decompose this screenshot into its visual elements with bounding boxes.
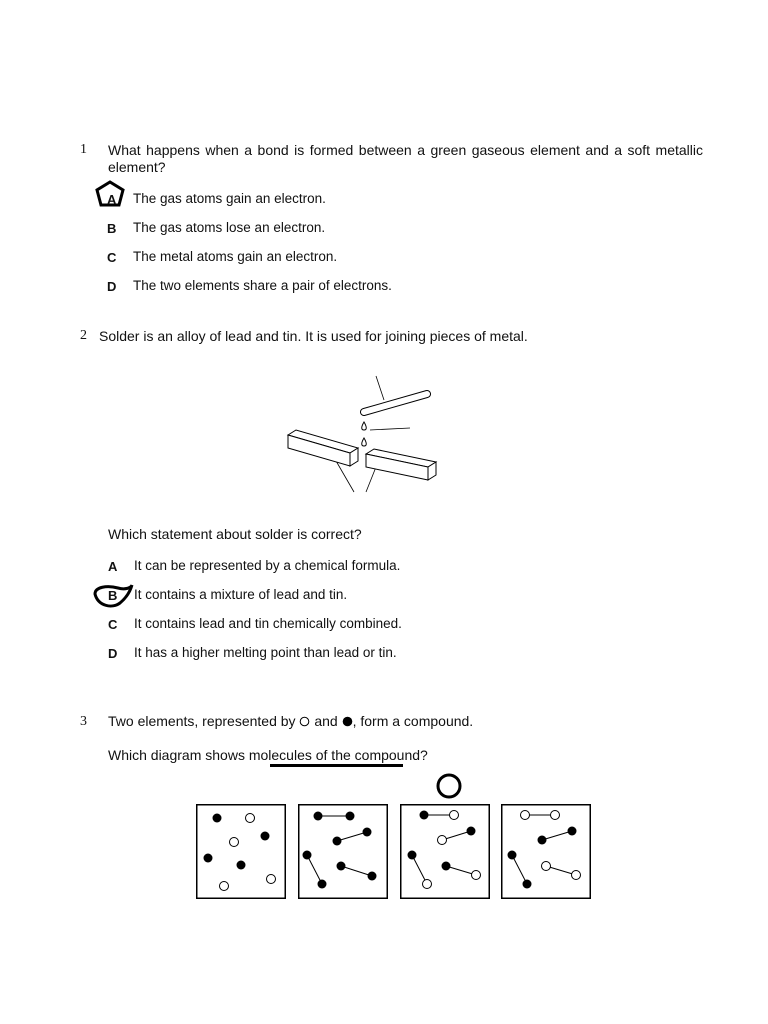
q2-option-b-letter: B [108,588,118,603]
question-2-prompt: Which statement about solder is correct? [108,526,362,542]
molecule-diagram-4 [501,804,591,900]
q2-option-d-letter: D [108,646,118,661]
question-1-number: 1 [80,142,87,157]
filled-circle-icon [342,716,353,727]
label-line-drop [370,428,410,430]
question-3-text-after: , form a compound. [352,713,474,729]
q2-option-b-text: It contains a mixture of lead and tin. [134,587,348,602]
question-3-text-before: Two elements, represented by [108,713,296,729]
label-line-solder-rod [376,376,384,400]
question-2-number: 2 [80,328,87,343]
q2-option-c-letter: C [108,617,118,632]
q2-option-c-text: It contains lead and tin chemically combined. [134,616,402,631]
molecule-diagram-3 [400,804,490,900]
q1-option-d-letter: D [107,279,117,294]
molecule-diagram-1 [196,804,286,900]
open-circle-icon [299,716,310,727]
q1-option-c-text: The metal atoms gain an electron. [133,249,338,264]
q1-option-b-letter: B [107,221,117,236]
question-3-text-and: and [314,713,338,729]
question-3-text [108,713,473,730]
solder-drop-1 [362,422,367,430]
question-3-number: 3 [80,714,87,729]
molecule-diagram-2 [298,804,388,900]
metal-block-left [288,430,358,466]
metal-block-right [366,449,436,480]
q2-option-a-letter: A [108,559,118,574]
question-3-prompt: Which diagram shows molecules of the compound? [108,747,428,763]
handwritten-underline [270,764,403,767]
q2-option-d-text: It has a higher melting point than lead or tin. [134,645,397,660]
q1-option-c-letter: C [107,250,117,265]
solder-drop-2 [362,438,367,446]
question-1-text-continued: element? [108,159,166,175]
q2-option-a-text: It can be represented by a chemical formula. [134,558,401,573]
q1-option-a-text: The gas atoms gain an electron. [133,191,326,206]
question-1-text: What happens when a bond is formed between a green gaseous element and a soft metallic [108,142,703,158]
answer-mark-circle-icon [436,772,464,800]
question-2-text: Solder is an alloy of lead and tin. It is used for joining pieces of metal. [99,328,528,344]
solder-rod [364,394,427,412]
q1-option-d-text: The two elements share a pair of electrons. [133,278,392,293]
solder-diagram [280,370,450,500]
q1-option-a-letter: A [107,192,117,207]
q1-option-b-text: The gas atoms lose an electron. [133,220,326,235]
